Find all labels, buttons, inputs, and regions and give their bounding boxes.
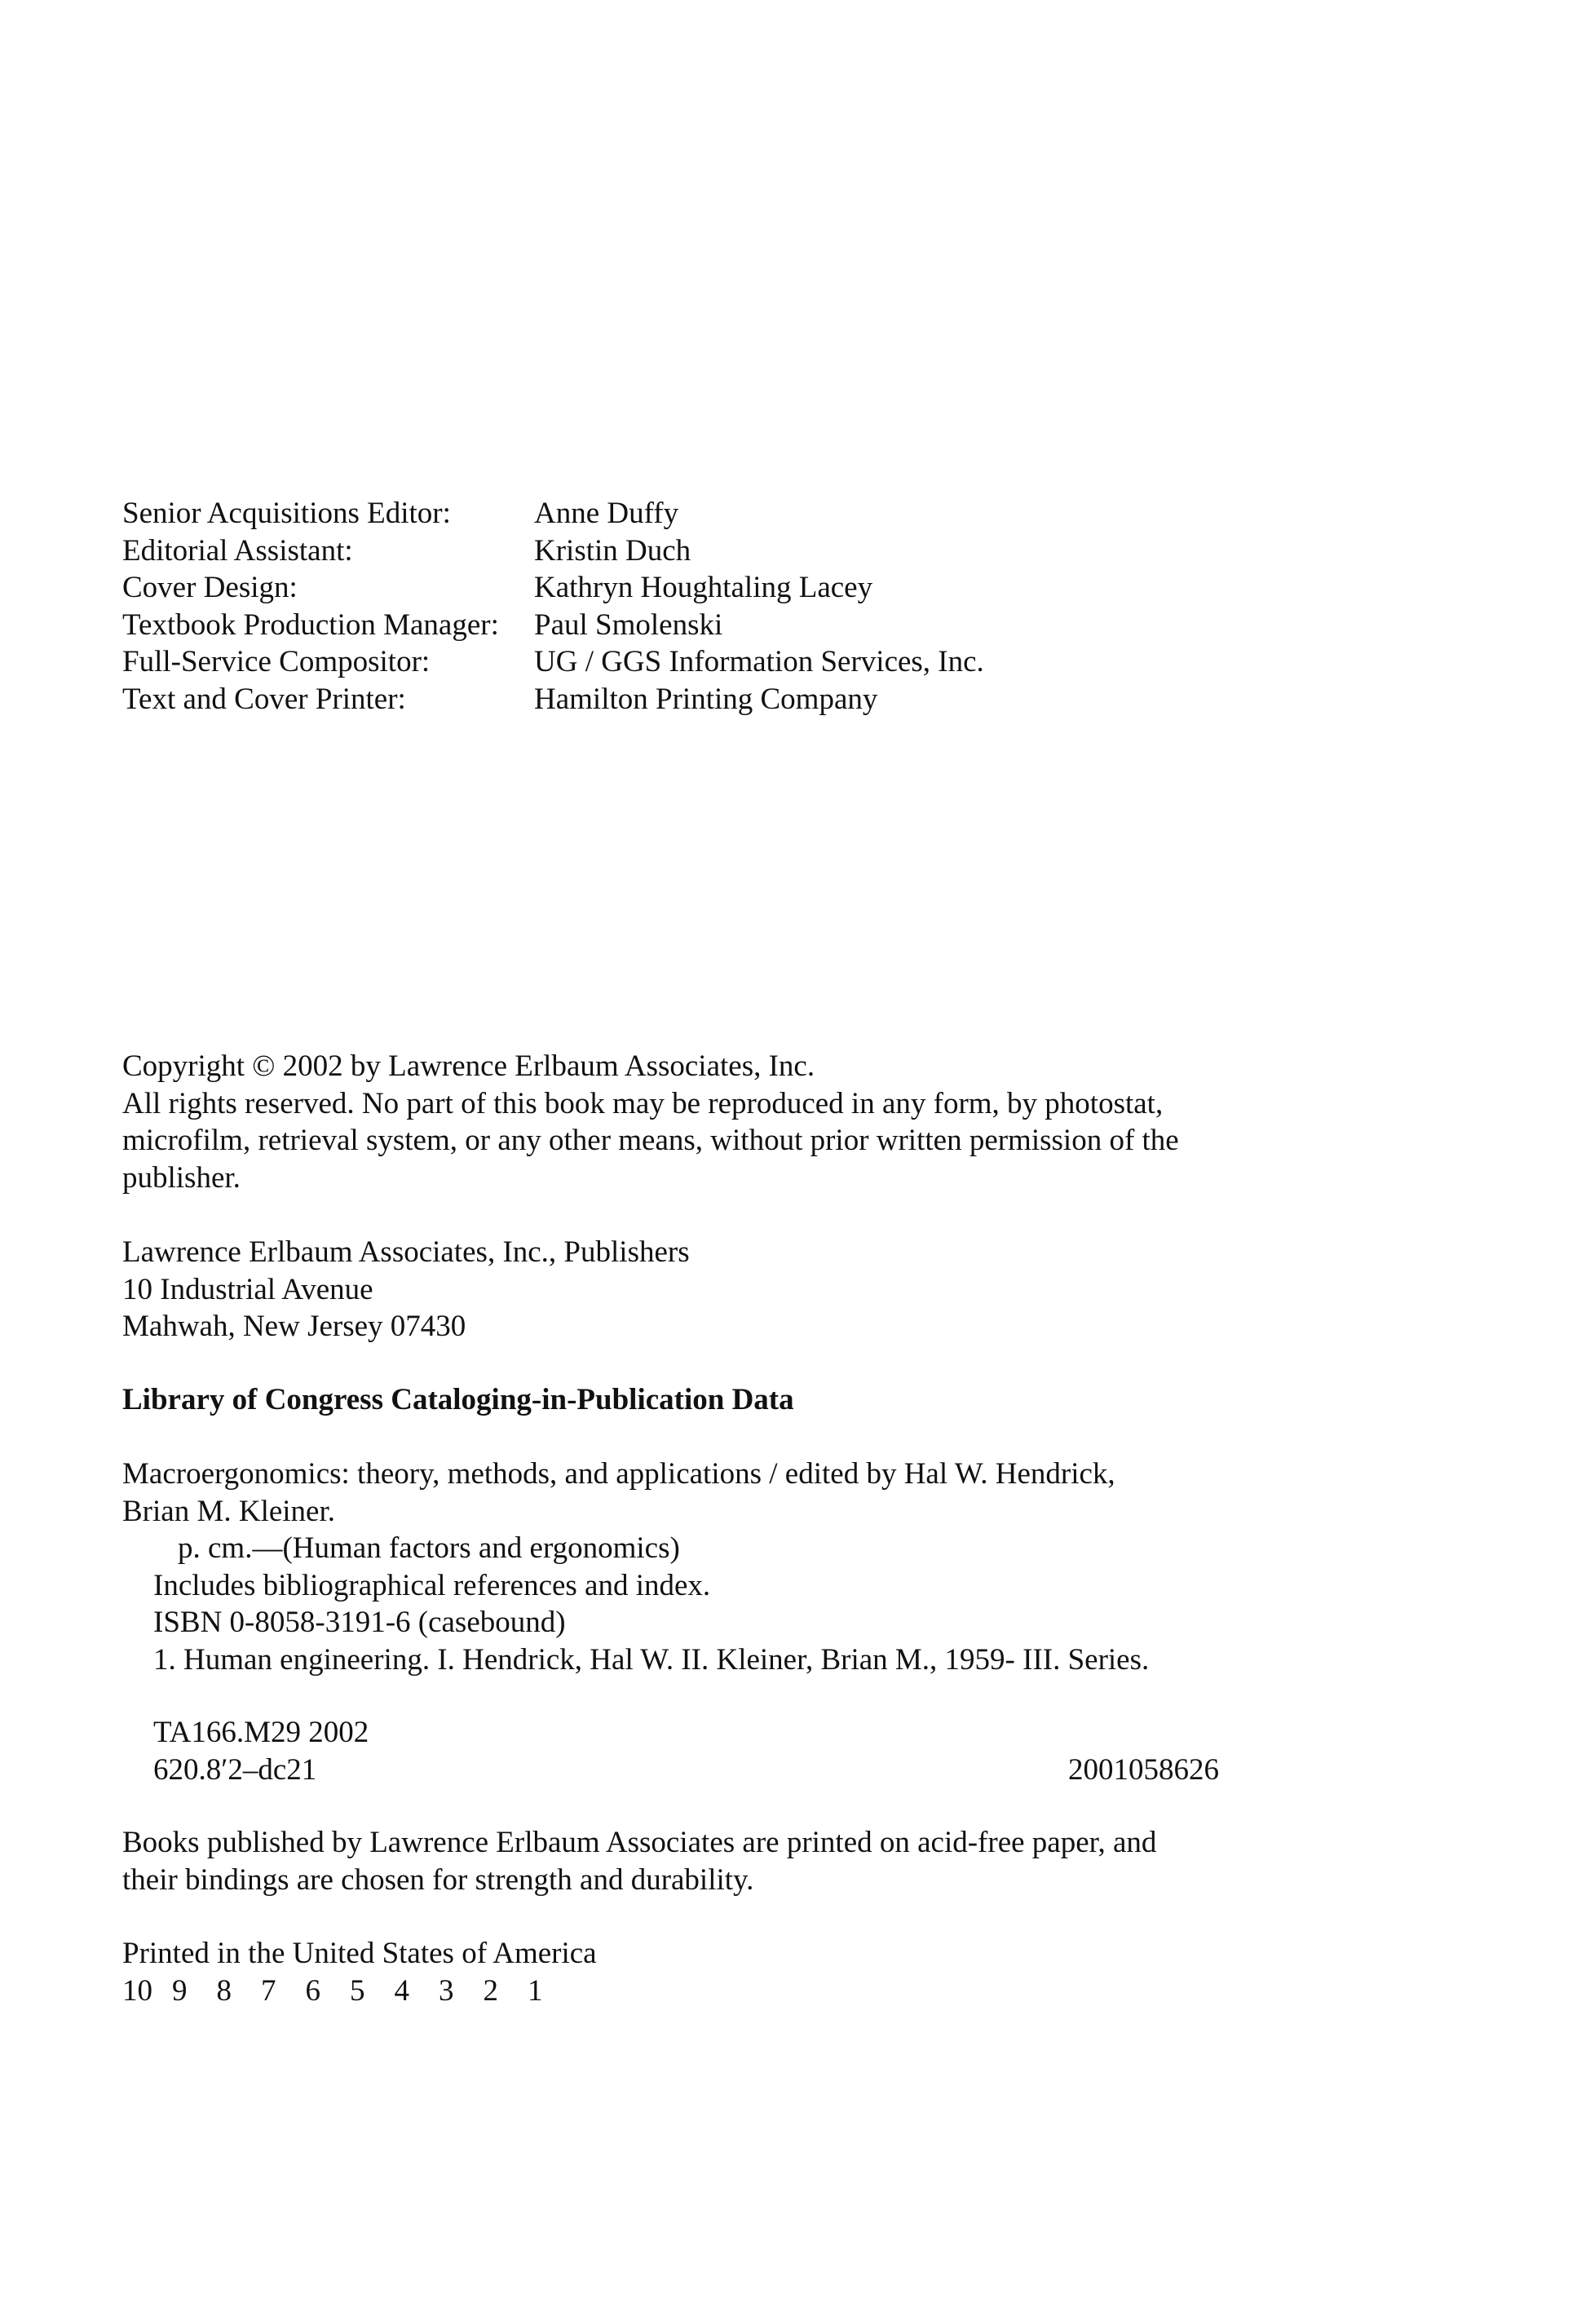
cip-isbn: ISBN 0-8058-3191-6 (casebound) (153, 1606, 566, 1639)
printing-number: 2 (483, 1973, 498, 2008)
publisher-street: 10 Industrial Avenue (122, 1272, 373, 1306)
credit-row (122, 495, 984, 532)
copyright-notice (122, 1048, 1231, 1196)
credit-role: Senior Acquisitions Editor: (122, 497, 451, 530)
cip-title-continued: Brian M. Kleiner. (122, 1494, 336, 1528)
rights-line: All rights reserved. No part of this book may be reproduced in any form, by photostat, (122, 1086, 1164, 1120)
credit-row (122, 569, 984, 607)
cip-title: Macroergonomics: theory, methods, and applications / edited by Hal W. Hendrick, (122, 1457, 1115, 1491)
publisher-name: Lawrence Erlbaum Associates, Inc., Publishers (122, 1235, 690, 1269)
printing-info (122, 1935, 1231, 2009)
printing-number-line (122, 1973, 1231, 2010)
publisher-address (122, 1234, 1231, 1345)
printing-number: 6 (305, 1973, 320, 2008)
credit-row (122, 532, 984, 570)
paper-note (122, 1824, 1231, 1898)
printing-number: 10 (122, 1973, 152, 2008)
printed-country: Printed in the United States of America (122, 1937, 597, 1970)
credit-role: Full-Service Compositor: (122, 645, 431, 678)
cip-heading: Library of Congress Cataloging-in-Publication Data (122, 1383, 794, 1416)
credit-name: UG / GGS Information Services, Inc. (534, 645, 984, 678)
credit-role: Cover Design: (122, 571, 298, 604)
credit-name: Kathryn Houghtaling Lacey (534, 571, 873, 604)
credit-name: Kristin Duch (534, 533, 691, 568)
printing-number: 9 (172, 1973, 188, 2008)
credit-role: Textbook Production Manager: (122, 608, 499, 642)
cip-record (122, 1456, 1231, 1678)
dewey-number: 620.8′2–dc21 (153, 1752, 317, 1787)
lc-call-number: TA166.M29 2002 (153, 1716, 369, 1749)
credit-name: Paul Smolenski (534, 608, 723, 642)
credit-row (122, 643, 984, 681)
printing-number: 1 (528, 1973, 543, 2008)
paper-note-line: Books published by Lawrence Erlbaum Associates are printed on acid-free paper, and (122, 1826, 1157, 1859)
printing-number: 7 (261, 1973, 276, 2008)
publisher-city: Mahwah, New Jersey 07430 (122, 1310, 466, 1343)
rights-line: publisher. (122, 1160, 241, 1195)
cip-series: p. cm.—(Human factors and ergonomics) (178, 1531, 680, 1565)
credit-role: Text and Cover Printer: (122, 682, 406, 716)
credit-name: Hamilton Printing Company (534, 682, 878, 716)
credit-row (122, 607, 984, 644)
production-credits (122, 495, 984, 718)
call-row (122, 1714, 1219, 1752)
printing-number: 3 (439, 1973, 454, 2008)
rights-line: microfilm, retrieval system, or any other means, without prior written permission of the (122, 1124, 1179, 1157)
call-row (122, 1752, 1219, 1789)
printing-number: 5 (350, 1973, 365, 2008)
credit-row (122, 681, 984, 718)
cip-bibliography: Includes bibliographical references and index. (153, 1568, 711, 1602)
credit-name: Anne Duffy (534, 497, 679, 530)
paper-note-line: their bindings are chosen for strength and durability. (122, 1862, 754, 1897)
lccn: 2001058626 (1068, 1752, 1219, 1787)
cip-subjects: 1. Human engineering. I. Hendrick, Hal W. II. Kleiner, Brian M., 1959- III. Series. (153, 1642, 1150, 1677)
printing-number: 8 (216, 1973, 232, 2008)
copyright-line: Copyright © 2002 by Lawrence Erlbaum Associates, Inc. (122, 1049, 815, 1083)
printing-number: 4 (394, 1973, 409, 2008)
credit-role: Editorial Assistant: (122, 533, 353, 568)
call-numbers (122, 1714, 1231, 1788)
